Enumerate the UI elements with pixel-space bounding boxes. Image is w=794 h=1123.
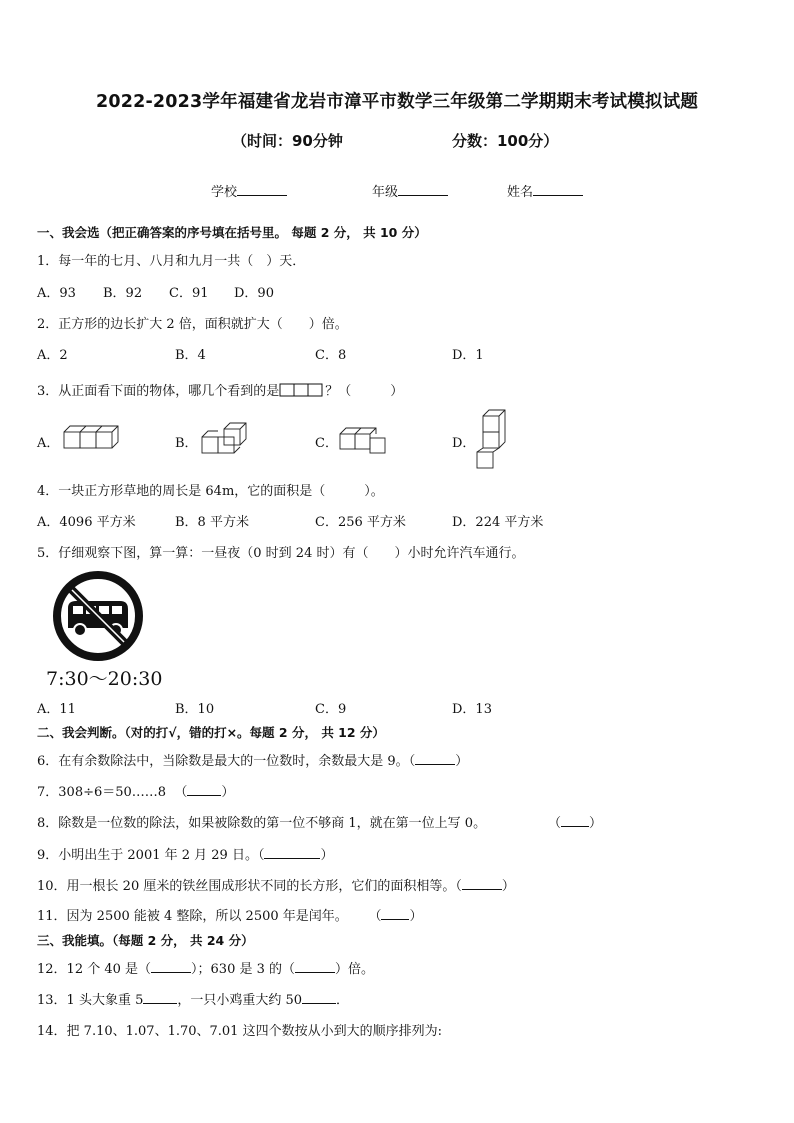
q4-option-a[interactable]: A．4096 平方米 xyxy=(37,515,136,530)
cube-figure-b xyxy=(200,421,250,455)
q1-option-c[interactable]: C．91 xyxy=(169,286,209,301)
judge-item-11: 11．因为 2500 能被 4 整除，所以 2500 年是闰年。 （ ） xyxy=(37,905,422,924)
q2-option-b[interactable]: B．4 xyxy=(175,348,206,363)
answer-blank[interactable] xyxy=(187,782,221,796)
q1-option-b[interactable]: B．92 xyxy=(103,286,143,301)
q5-option-d[interactable]: D．13 xyxy=(452,702,492,717)
section1-heading: 一、我会选（把正确答案的序号填在括号里。 每题 2 分， 共 10 分） xyxy=(37,225,427,240)
q3-option-b[interactable]: B． xyxy=(175,436,198,451)
cube-figure-c xyxy=(338,424,388,456)
q2-option-c[interactable]: C．8 xyxy=(315,348,347,363)
answer-blank[interactable] xyxy=(462,876,502,890)
school-blank[interactable] xyxy=(237,183,287,196)
q5-option-c[interactable]: C．9 xyxy=(315,702,347,717)
answer-blank[interactable] xyxy=(151,959,191,973)
answer-blank[interactable] xyxy=(561,813,589,827)
section2-heading: 二、我会判断。（对的打√，错的打×。每题 2 分， 共 12 分） xyxy=(37,725,385,740)
section3-heading: 三、我能填。（每题 2 分， 共 24 分） xyxy=(37,933,254,948)
grade-blank[interactable] xyxy=(398,183,448,196)
judge-item-10: 10．用一根长 20 厘米的铁丝围成形状不同的长方形，它们的面积相等。（ ） xyxy=(37,875,515,894)
q5-option-b[interactable]: B．10 xyxy=(175,702,215,717)
no-bus-sign-icon xyxy=(50,568,146,664)
q4-option-d[interactable]: D．224 平方米 xyxy=(452,515,544,530)
judge-item-8: 8．除数是一位数的除法，如果被除数的第一位不够商 1，就在第一位上写 0。 xyxy=(37,816,487,831)
three-squares-figure xyxy=(279,383,325,397)
time-limit: （时间：90分钟 xyxy=(232,132,343,150)
total-score: 分数：100分） xyxy=(452,132,559,150)
q4-option-b[interactable]: B．8 平方米 xyxy=(175,515,249,530)
q2-option-d[interactable]: D．1 xyxy=(452,348,484,363)
question-3 xyxy=(37,380,403,399)
answer-blank[interactable] xyxy=(264,845,320,859)
school-label: 学校 xyxy=(211,185,238,200)
grade-label: 年级 xyxy=(372,185,399,200)
exam-title: 2022-2023学年福建省龙岩市漳平市数学三年级第二学期期末考试模拟试题 xyxy=(95,92,699,112)
answer-blank[interactable] xyxy=(415,751,455,765)
answer-blank[interactable] xyxy=(302,990,336,1004)
name-field[interactable] xyxy=(507,181,583,200)
answer-blank[interactable] xyxy=(381,906,409,920)
name-label: 姓名 xyxy=(507,185,534,200)
school-field[interactable] xyxy=(211,181,287,200)
q2-option-a[interactable]: A．2 xyxy=(37,348,68,363)
sign-time-label: 7:30～20:30 xyxy=(46,668,163,690)
cube-figure-a xyxy=(62,424,120,454)
question-2: 2．正方形的边长扩大 2 倍，面积就扩大（ ）倍。 xyxy=(37,317,348,332)
judge-item-7: 7．308÷6＝50……8 （ ） xyxy=(37,781,234,800)
q1-option-d[interactable]: D．90 xyxy=(234,286,274,301)
judge-item-9: 9．小明出生于 2001 年 2 月 29 日。（ ） xyxy=(37,844,334,863)
question-1: 1．每一年的七月、八月和九月一共（ ）天． xyxy=(37,254,306,269)
q4-option-c[interactable]: C．256 平方米 xyxy=(315,515,406,530)
answer-blank[interactable] xyxy=(143,990,177,1004)
judge-item-6: 6．在有余数除法中，当除数是最大的一位数时，余数最大是 9。（ ） xyxy=(37,750,468,769)
q1-option-a[interactable]: A．93 xyxy=(37,286,76,301)
question-4: 4．一块正方形草地的周长是 64m，它的面积是（ ）。 xyxy=(37,484,384,499)
question-5: 5．仔细观察下图，算一算：一昼夜（0 时到 24 时）有（ ）小时允许汽车通行。 xyxy=(37,546,525,561)
judge-item-8-answer: （ ） xyxy=(548,812,602,831)
fill-item-14: 14．把 7.10、1.07、1.70、7.01 这四个数按从小到大的顺序排列为: xyxy=(37,1024,442,1039)
name-blank[interactable] xyxy=(533,183,583,196)
fill-item-12: 12．12 个 40 是（ ）；630 是 3 的（ ）倍。 xyxy=(37,958,374,977)
fill-item-13: 13．1 头大象重 5 ，一只小鸡重大约 50 ． xyxy=(37,989,349,1008)
q3-option-d[interactable]: D． xyxy=(452,436,476,451)
q3-option-a[interactable]: A． xyxy=(37,436,60,451)
q5-option-a[interactable]: A．11 xyxy=(37,702,76,717)
question-3-tail: ？（ ） xyxy=(325,384,404,399)
answer-blank[interactable] xyxy=(295,959,335,973)
question-3-text: 3．从正面看下面的物体，哪几个看到的是 xyxy=(37,384,280,399)
q3-option-c[interactable]: C． xyxy=(315,436,338,451)
grade-field[interactable] xyxy=(372,181,448,200)
cube-figure-d xyxy=(475,408,507,470)
